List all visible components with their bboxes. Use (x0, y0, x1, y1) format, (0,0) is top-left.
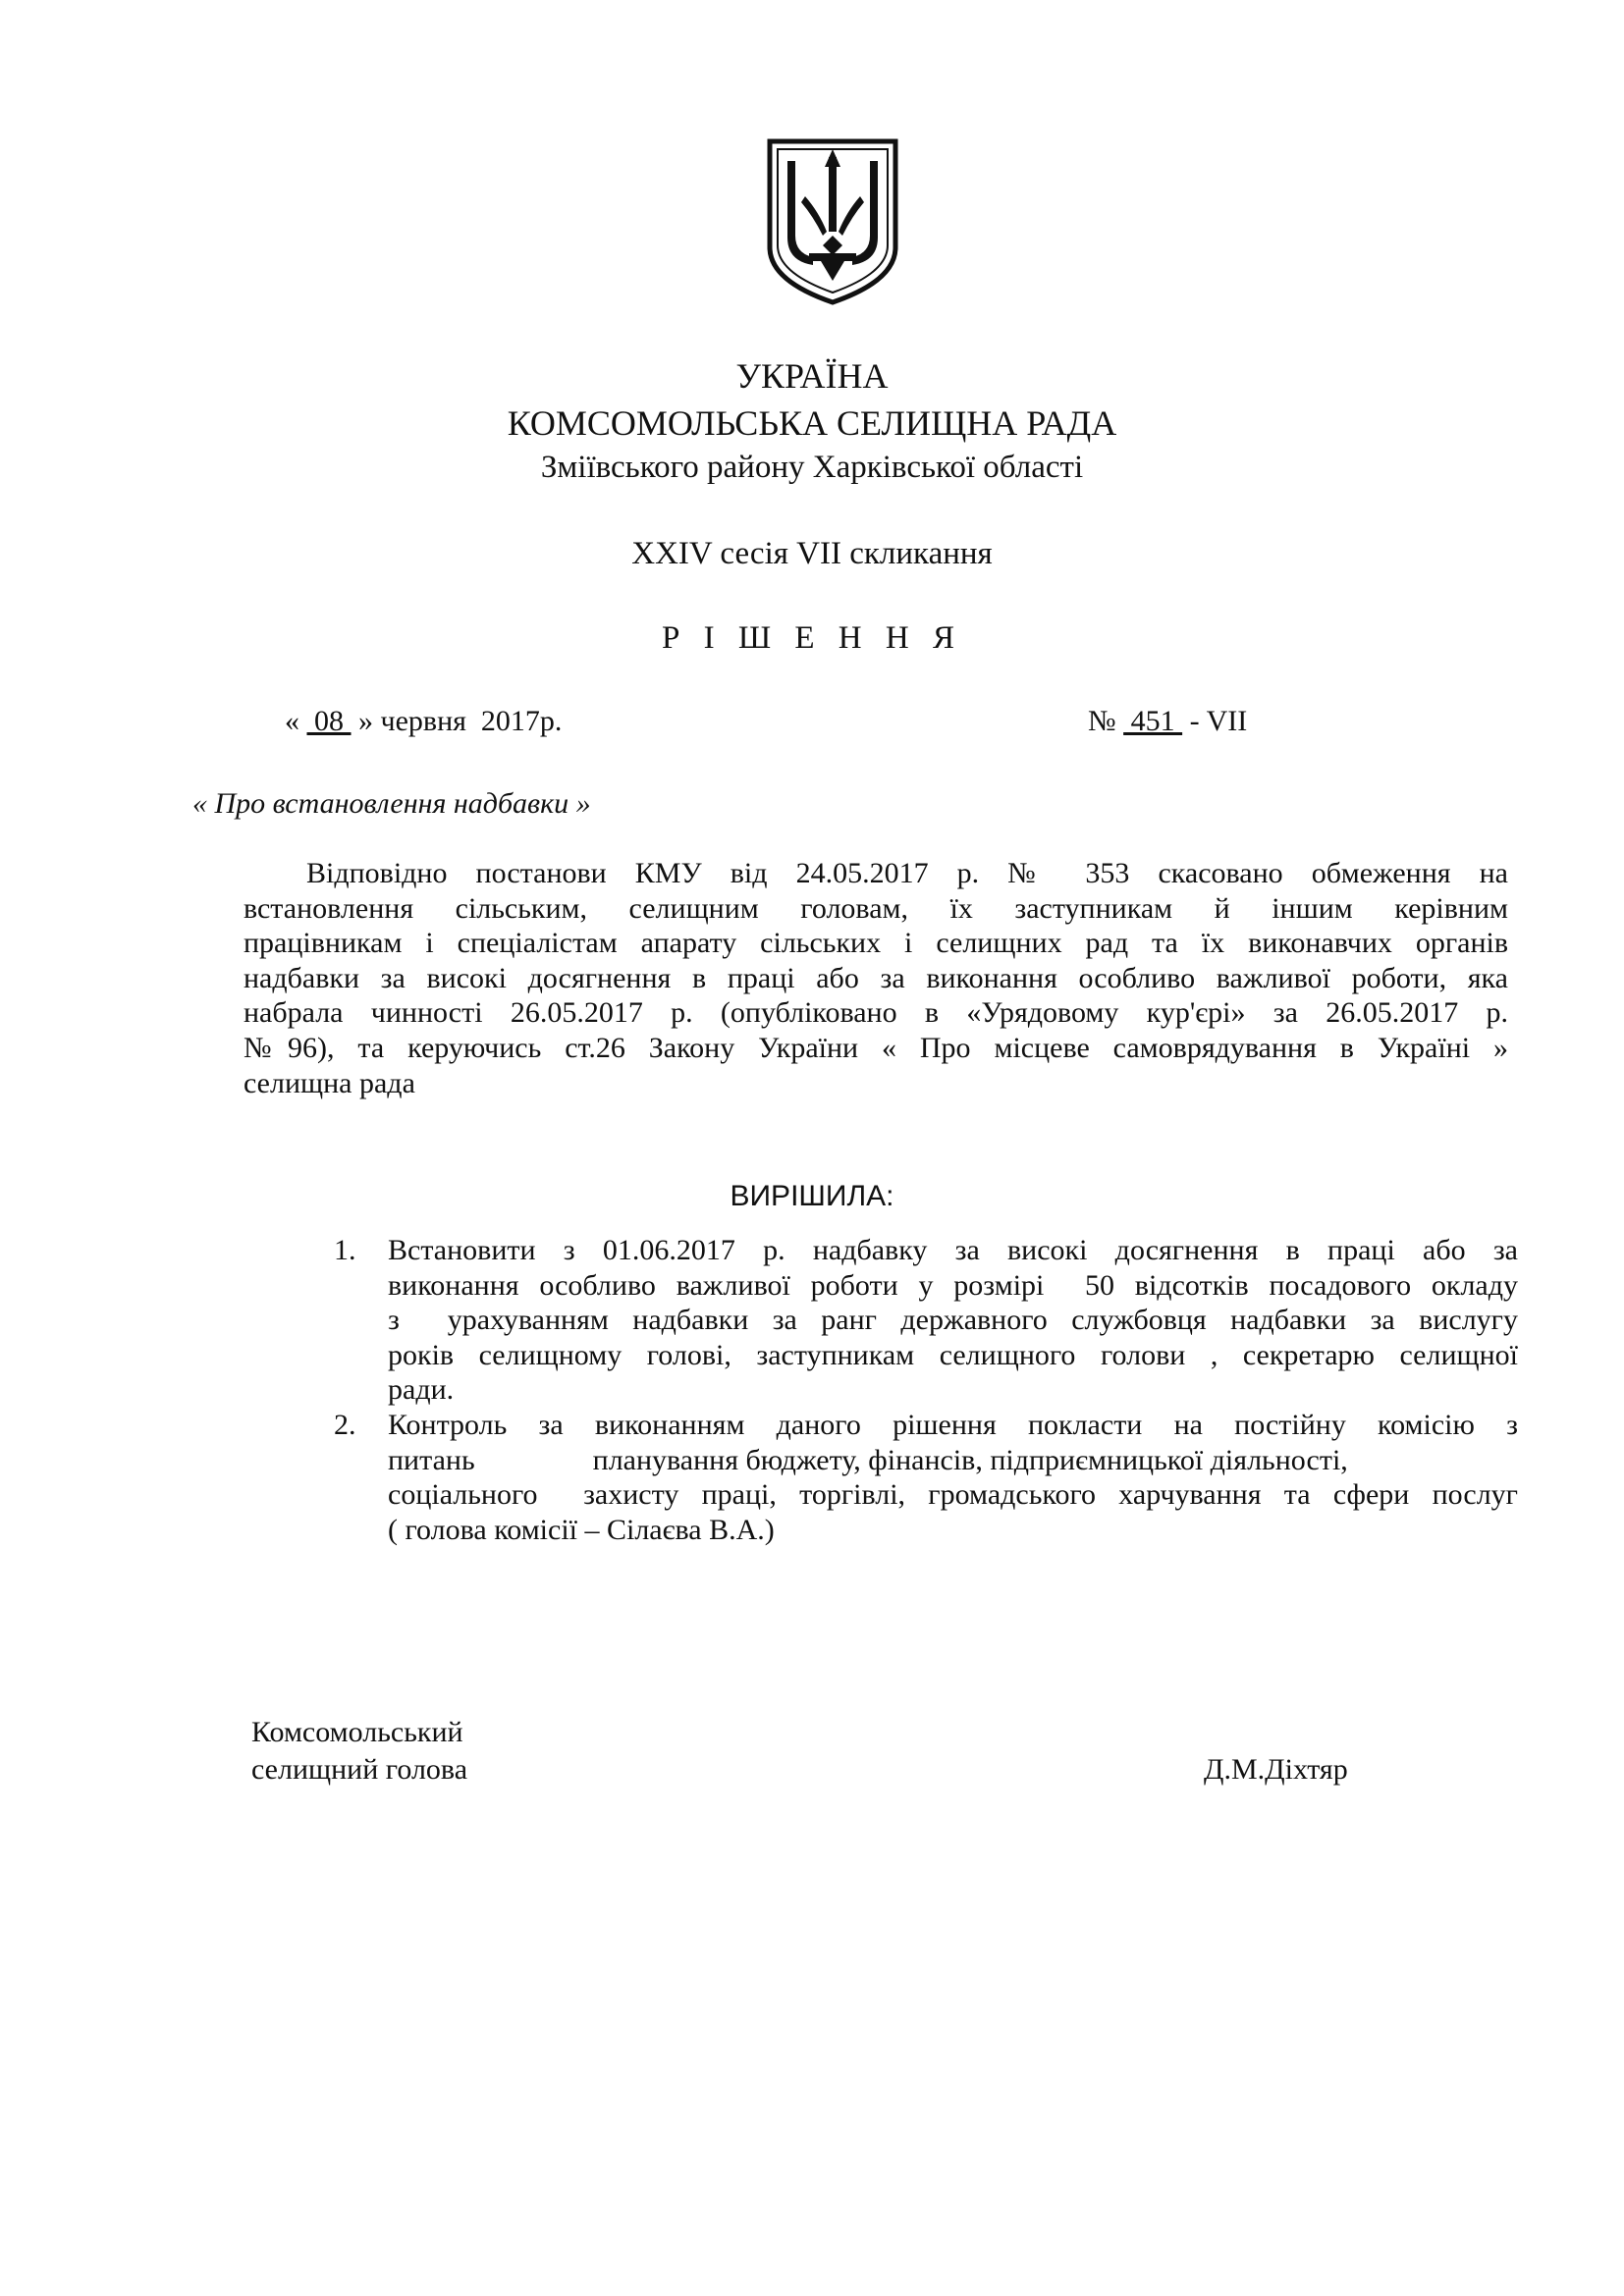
decision-subject: « Про встановлення надбавки » (192, 787, 591, 820)
item-line: ( голова комісії – Сілаєва В.А.) (388, 1513, 775, 1546)
item-number: 1. (334, 1234, 356, 1266)
signatory-title-line2: селищний голова (251, 1753, 468, 1786)
district-heading: Зміївського району Харківської області (540, 450, 1084, 485)
decision-items-list (334, 1233, 1518, 1547)
date-open-quote: « (285, 705, 299, 737)
item-line: Контроль за виконанням даного рішення покласти на постійну комісію з (388, 1408, 1518, 1441)
signatory-name: Д.М.Діхтяр (1204, 1753, 1348, 1786)
item-line: питань планування бюджету, фінансів, підприємницької діяльності, (388, 1443, 1348, 1476)
item-line: Встановити з 01.06.2017 р. надбавку за високі досягнення в праці або за (388, 1234, 1518, 1266)
preamble-line: встановлення сільським, селищним головам, їх заступникам й іншим керівним (244, 891, 1508, 925)
list-item (334, 1408, 1518, 1547)
coat-of-arms-icon (764, 137, 901, 306)
decision-number (1088, 705, 1247, 738)
decision-date (285, 705, 562, 738)
number-value: 451 (1123, 705, 1183, 737)
preamble-line: селищна рада (244, 1066, 415, 1099)
item-line: років селищному голові, заступникам селищного голови , секретарю селищної (388, 1338, 1518, 1371)
session-heading: ХХІV сесія VІІ скликання (631, 536, 993, 571)
preamble-line: №96), та керуючись ст.26 Закону України « Про місцеве самоврядування в Україні » (244, 1031, 1508, 1064)
date-month-year: червня 2017р. (380, 705, 563, 737)
preamble-line: працівникам і спеціалістам апарату сільських і селищних рад та їх виконавчих органів (244, 927, 1508, 960)
item-line: виконання особливо важливої роботи у розмірі 50 відсотків посадового окладу (388, 1268, 1518, 1302)
preamble-line: Відповідно постанови КМУ від 24.05.2017 р. № 353 скасовано обмеження на (306, 857, 1508, 889)
list-item (334, 1233, 1518, 1408)
number-prefix: № (1088, 705, 1116, 737)
item-line: ради. (388, 1373, 455, 1407)
decision-heading: Р І Ш Е Н Н Я (662, 620, 962, 656)
country-heading: УКРАЇНА (735, 356, 889, 396)
signatory-title-line1: Комсомольський (251, 1716, 463, 1748)
date-day: 08 (306, 705, 352, 737)
resolved-heading: ВИРІШИЛА: (730, 1180, 894, 1212)
number-suffix: - VІІ (1189, 705, 1248, 737)
preamble-line: надбавки за високі досягнення в праці або за виконання особливо важливої роботи, яка (244, 961, 1508, 994)
item-line: з урахуванням надбавки за ранг державного службовця надбавки за вислугу (388, 1304, 1518, 1337)
council-heading: КОМСОМОЛЬСЬКА СЕЛИЩНА РАДА (507, 403, 1117, 443)
date-close-quote: » (358, 705, 373, 737)
item-line: соціального захисту праці, торгівлі, громадського харчування та сфери послуг (388, 1478, 1518, 1512)
preamble-line: набрала чинності 26.05.2017 р. (опубліковано в «Урядовому кур'єрі» за 26.05.2017 р. (244, 996, 1508, 1030)
item-number: 2. (334, 1408, 356, 1441)
preamble-paragraph (244, 856, 1508, 1100)
